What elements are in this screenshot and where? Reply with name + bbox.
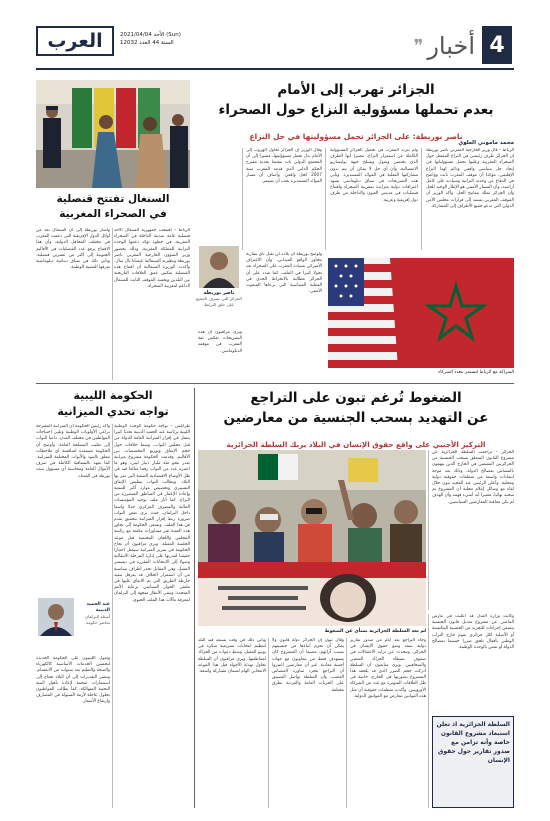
tebboune-text-col-c: ويأتي ذلك في وقت يستعد فيه البلد لتنظيم انتخابات تشريعية مبكرة في يونيو المقبل، وسط دعوات من الحراك لمقاطعتها. ويرى مراقبون أن السلطة تحاول تهدئة الأجواء قبل هذا الموعد الانتخابي الهام لضمان مشاركة واسعة. — [198, 638, 266, 675]
tebboune-text-col-right: الجزائر – تراجعت السلطة الجزائرية عن مشروع القانون المتعلق بسحب الجنسية من الجزائريين المقيمين في الخارج الذين يتهمون بالمساس بمصالح الدولة، وذلك بعد موجة انتقادات واسعة من منظمات حقوقية دولية ومحلية. وأعلن الرئيس عبد المجيد تبون خلال لقاء مع وسائل إعلام محلية أن المشروع تم سحبه نهائيا، معتبرا أنه أسيء فهمه وأن الهدف لم يكن معاقبة المعارضين السياسيين. — [432, 450, 514, 505]
column-divider — [325, 148, 326, 250]
main-text-col-4: وأوضح بوريطة أن بلاده لن تقبل بأي مقاربة تتجاوز الواقع الميداني، وأن الاعتراف الأميركي بسيادة المغرب على الصحراء يعد تحولا كبيرا في الملف. كما شدد على أن الجزائر مطالبة بالانخراط الجدي في العملية السياسية التي يرعاها المبعوث الأممي. — [246, 252, 322, 295]
issue-date: الأحد 2021/04/04 (Sun) — [120, 32, 181, 38]
flags-caption-text: الشراكة مع الرباط لتستمر بتعدد الشركاء — [438, 370, 514, 375]
senegal-headline — [36, 192, 190, 222]
tebboune-sidebar-text: السلطة الجزائرية اذ تعلن استبعاد مشروع القانون خاصة وأنه تزامن مع صدور تقارير حول حقوق الإنسان — [436, 721, 510, 764]
senegal-headline-line2: في الصحراء المغربية — [59, 208, 167, 220]
column-divider — [112, 228, 113, 380]
morocco-us-flags-image — [328, 258, 514, 368]
newspaper-logo — [36, 26, 114, 56]
tebboune-headline-line1: الضغوط تُرغم تبون على التراجع — [250, 390, 462, 406]
tebboune-headline — [198, 388, 514, 428]
column-divider — [242, 148, 243, 250]
tebboune-text-col-right-b: وكانت وزارة العدل قد أعلنت في مارس الماضي عن مشروع تعديل قانون الجنسية يتضمن إجراءات للتجريد من الجنسية المكتسبة أو الأصلية لكل جزائري يقوم خارج التراب الوطني بأفعال تلحق ضررا جسيما بمصالح الدولة أو تمس بالوحدة الوطنية. — [432, 614, 514, 651]
main-text-col-2: ولم يتردد المغرب في تحميل الجزائر المسؤولية الكاملة عن استمرار النزاع، معتبرا أنها الطرف الذي يحتضن ويمول ويسلح جبهة بوليساريو الانفصالية، وأن أي حل لا يمكن أن يتم بدون مشاركتها الفعلية في الموائد المستديرة. وتأتي هذه التصريحات في سياق دبلوماسي يشهد اعترافات دولية متزايدة بمغربية الصحراء وافتتاح قنصليات في مدينتي العيون والداخلة من طرف دول إفريقية وعربية. — [330, 148, 418, 203]
date-line — [120, 31, 198, 47]
page-number-text: 4 — [489, 32, 505, 58]
page-number — [482, 26, 512, 64]
column-divider — [428, 614, 429, 808]
main-subtitle-text: ناصر بوريطة: على الجزائر تحمل مسؤوليتها في حل النزاع — [249, 132, 463, 141]
column-divider — [112, 424, 113, 808]
libya-text-col-2a: وأكد رئيس الحكومة أن الميزانية المقترحة تراعي الأولويات الوطنية وتلبي احتياجات المواطنين في مختلف المدن، داعيا النواب إلى تغليب المصلحة العامة. وأوضح أن الحكومة مستعدة لمناقشة أي ملاحظات تتعلق بالبنود والأبواب المختلفة للميزانية. كما تعهد بالشفافية الكاملة في صرف الأموال العامة ومحاسبة أي مسؤول يثبت تورطه في الفساد. — [36, 424, 110, 479]
main-headline-line2: بعدم تحملها مسؤولية النزاع حول الصحراء — [218, 102, 494, 118]
dbeibah-portrait — [38, 598, 74, 636]
main-text-col-5: ويرى مراقبون أن هذه التصريحات تعكس ثقة المغرب في موقفه الدبلوماسي. — [198, 330, 242, 354]
libya-headline-line2: تواجه تحدي الميزانية — [57, 405, 169, 418]
bourita-card-quote: الجزائر التي تصرف الجميع على خلق الترابط — [196, 296, 242, 307]
senegal-text-col-1: الرباط – افتتحت جمهورية السنغال الأحد قنصلية عامة بمدينة الداخلة في الصحراء المغربية، في خطوة تؤكد دعمها للوحدة الترابية للمملكة المغربية، وذلك بحضور وزير الشؤون الخارجية المغربي ناصر بوريطة ونظيرته السنغالية عيساتا تال سال. وأكدت الوزيرة السنغالية أن افتتاح هذه القنصلية يعكس عمق العلاقات التاريخية بين البلدين ويجسد الموقف الثابت للسنغال الداعم لمغربية الصحراء. — [114, 228, 190, 289]
senegal-text-col-2: وأشار بوريطة إلى أن السنغال تعد من أوائل الدول الإفريقية التي دعمت المغرب في مختلف المحافل الدولية، وأن هذا الافتتاح يرفع عدد القنصليات في الأقاليم الجنوبية إلى أكثر من عشرين قنصلية. ويأتي ذلك في سياق دينامية دبلوماسية تعرفها القضية الوطنية. — [36, 228, 110, 271]
tebboune-sidebar-box — [432, 716, 514, 808]
quote-icon: ❞ — [413, 35, 424, 57]
bourita-card — [196, 290, 242, 307]
main-byline — [400, 140, 514, 146]
person-silhouette-icon — [38, 598, 74, 636]
protest-caption — [198, 628, 426, 634]
libya-portrait-sub: أسئلة البرلمان تحاصر حكومة — [85, 614, 110, 625]
libya-portrait-caption — [74, 602, 110, 626]
consulate-opening-image — [36, 80, 190, 188]
protest-crowd-image — [198, 450, 426, 626]
senegal-photo — [36, 80, 190, 188]
section-separator — [36, 383, 514, 384]
section-name: أخبار — [427, 32, 475, 60]
column-divider — [428, 450, 429, 610]
column-divider — [421, 148, 422, 250]
section-title — [395, 26, 475, 66]
issue-number: السنة 44 العدد 12032 — [120, 40, 174, 46]
flags-photo — [328, 258, 514, 368]
libya-portrait-name: عبد الحميد الدبيبة — [86, 602, 110, 613]
bourita-card-name: ناصر بوريطة — [203, 290, 235, 296]
main-text-col-1: الرباط – قال وزير الخارجية المغربي ناصر بوريطة إن الجزائر طرف رئيسي في النزاع المفتعل حول الصحراء المغربية وعليها تحمل مسؤولياتها في إيجاد حل سياسي واقعي ودائم لهذا النزاع الإقليمي، مؤكدا أن موقف المغرب ثابت وواضح في الدفاع عن وحدته الترابية وسيادته على كامل أراضيه، وأن المسار الأممي هو الإطار الوحيد للحل وأن الجزائر تملك مفاتيح الحل. وأكد الوزير أن الموقف المغربي يستند إلى قرارات مجلس الأمن الدولي التي تدعو جميع الأطراف إلى المشاركة. — [426, 148, 514, 209]
person-silhouette-icon — [199, 246, 239, 288]
tebboune-subtitle-text: التركيز الأجنبي على واقع حقوق الإنسان في البلاد يربك السلطة الجزائرية — [226, 440, 486, 449]
tebboune-text-col-a: وجاء التراجع بعد أيام من صدور تقارير دولية تنتقد وضع حقوق الإنسان في الجزائر، وتتحدث عن تزايد الاعتقالات في صفوف نشطاء الحراك الشعبي والصحافيين. ويرى متابعون أن السلطة أدركت حجم الضرر الذي قد يلحقه هذا المشروع بصورتها في الخارج، خاصة في ظل العلاقات المتوترة مع عدد من الشركاء الأوروبيين. وأكدت منظمات حقوقية أن مثل هذه القوانين تتعارض مع المواثيق الدولية. — [350, 638, 426, 699]
byline-text: محمد ماموني العلوي — [458, 140, 514, 146]
tebboune-subtitle — [198, 432, 514, 451]
main-headline — [196, 80, 516, 120]
flags-caption — [328, 369, 514, 375]
main-text-col-3: وقال الوزير إن الجزائر تحاول الهروب إلى الأمام بدل تحمل مسؤوليتها، مشيرا إلى أن المجتمع الدولي بات مقتنعا بجدية مقترح الحكم الذاتي الذي قدمه المغرب سنة 2007 كحل واقعي. وأضاف أن مسار الموائد المستديرة يجب أن يستمر. — [246, 148, 322, 185]
column-divider — [194, 388, 195, 808]
bourita-portrait — [199, 246, 239, 288]
main-headline-line1: الجزائر تهرب إلى الأمام — [277, 82, 435, 98]
tebboune-text-col-b: وقال تبون إن الجزائر دولة قانون ولا يمكن أن تحرم أبناءها من جنسيتهم بسبب آرائهم، مضيفا أن المشروع كان يستهدف فقط من يتعاونون مع جهات أجنبية معادية. غير أن معارضين اعتبروا أن التراجع مجرد مناورة لامتصاص الغضب، وأن السلطة تواصل التضييق على الحريات العامة والفردية بطرق مختلفة. — [272, 638, 344, 693]
header-rule — [36, 68, 514, 70]
protest-photo — [198, 450, 426, 626]
libya-portrait-box — [36, 598, 110, 654]
libya-headline-line1: الحكومة الليبية — [73, 389, 153, 402]
libya-text-col-2b: ويعول الليبيون على الحكومة الجديدة لتحسين الخدمات الأساسية كالكهرباء والصحة والتعليم بعد سنوات من الانقسام. وتشير التقديرات إلى أن البلاد تحتاج إلى استثمارات ضخمة لإعادة تأهيل البنية التحتية المتهالكة. كما يطالب المواطنون بحلول عاجلة لأزمة السيولة في المصارف وارتفاع الأسعار. — [36, 656, 110, 705]
tebboune-headline-line2: عن التهديد بسحب الجنسية من معارضين — [223, 410, 489, 426]
senegal-headline-line1: السنغال تفتتح قنصلية — [56, 193, 170, 205]
masthead — [0, 0, 550, 78]
protest-caption-text: لم تعد السلطة الجزائرية بمنأى عن الضغوط — [324, 629, 426, 634]
column-divider — [268, 638, 269, 808]
logo-text: العرب — [47, 30, 103, 52]
libya-text-col-1: طرابلس – تواجه حكومة الوحدة الوطنية الليبية برئاسة عبد الحميد الدبيبة تحديا كبيرا يتمثل في إقرار الميزانية العامة للدولة من قبل مجلس النواب، وسط خلافات حول حجم الإنفاق وتوزيع المخصصات بين الأقاليم. وقدمت الحكومة مشروع ميزانية يقدر بنحو مئة مليار دينار ليبي، وهو ما اعتبره عدد من النواب رقما مبالغا فيه في ظل الأوضاع الاقتصادية الصعبة التي تمر بها البلاد. ويطالب النواب بتقليص الإنفاق التسييري وتخصيص موارد أكبر للتنمية وإعادة الإعمار في المناطق المتضررة من النزاع. كما أثار ملف توحيد المؤسسات المالية والمصرف المركزي جدلا واسعا داخل البرلمان، حيث يرى بعض النواب ضرورة ربط إقرار الميزانية بتحقيق تقدم في هذا الملف. وتسعى الحكومة إلى تجاوز هذه العقبة عبر مشاورات مكثفة مع رئاسة المجلس واللجان المختصة قبل موعد الجلسة المقبلة. ويرى مراقبون أن نجاح الحكومة في تمرير الميزانية سيمثل اختبارا حقيقيا لقدرتها على إدارة المرحلة الانتقالية وصولا إلى الانتخابات المقررة في ديسمبر المقبل. وفي المقابل تحذر أطراف سياسية من أن استمرار الخلاف قد يعرقل تنفيذ خارطة الطريق التي تم الاتفاق عليها في ملتقى الحوار السياسي برعاية الأمم المتحدة. وتبقى الأنظار متجهة إلى البرلمان لمعرفة مآلات هذا الملف الحيوي. — [114, 424, 190, 603]
libya-headline — [36, 388, 190, 420]
column-divider — [346, 638, 347, 808]
